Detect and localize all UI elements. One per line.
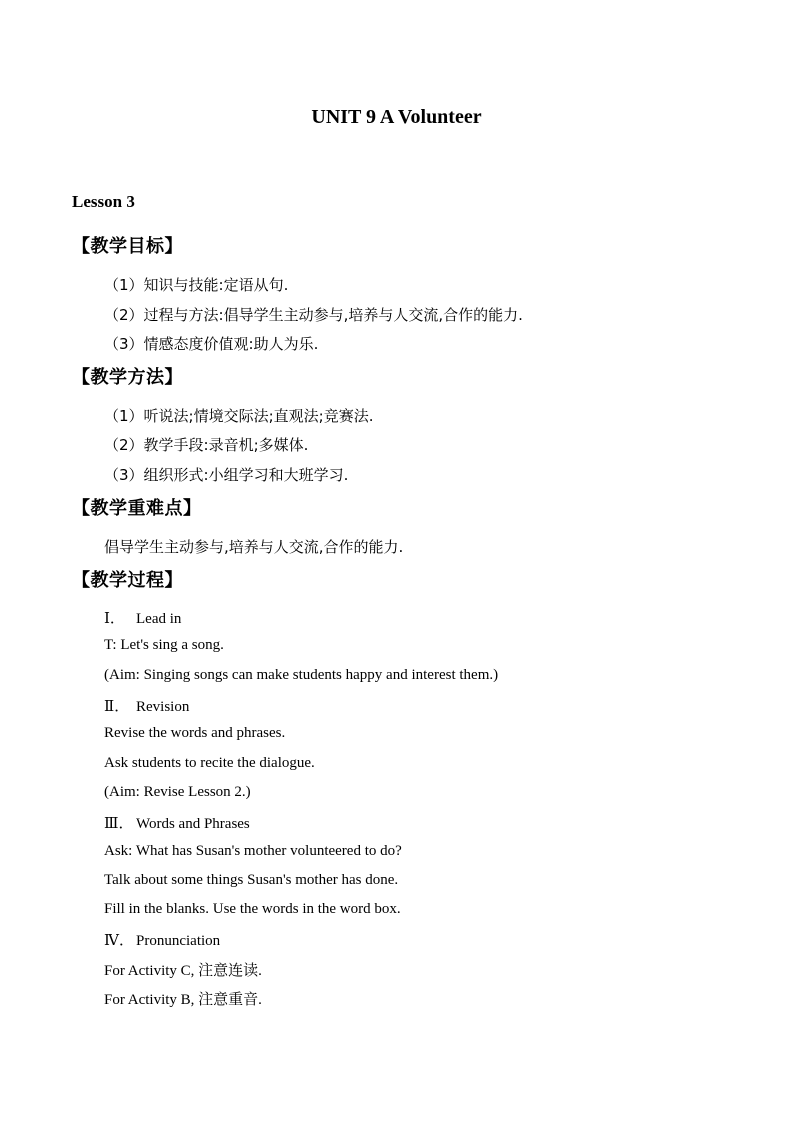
step-number: Ⅳ． — [104, 931, 134, 949]
process-line: For Activity C, 注意连读. — [104, 963, 262, 979]
objective-item: （1）知识与技能:定语从句. — [104, 276, 289, 294]
step-number: Ⅲ． — [104, 814, 134, 832]
section-heading-process: 【教学过程】 — [72, 570, 183, 591]
method-item: （3）组织形式:小组学习和大班学习. — [104, 466, 349, 484]
objective-item: （3）情感态度价值观:助人为乐. — [104, 335, 319, 353]
method-item: （2）教学手段:录音机;多媒体. — [104, 436, 309, 454]
process-step-heading — [104, 607, 181, 628]
process-line: (Aim: Revise Lesson 2.) — [104, 784, 251, 800]
step-title: Words and Phrases — [136, 816, 250, 832]
step-title: Pronunciation — [136, 933, 221, 949]
process-line: Fill in the blanks. Use the words in the word box. — [104, 901, 401, 917]
lesson-label: Lesson 3 — [72, 192, 135, 211]
process-step-heading — [104, 929, 220, 950]
key-points-text: 倡导学生主动参与,培养与人交流,合作的能力. — [104, 538, 404, 556]
process-line: Revise the words and phrases. — [104, 725, 286, 741]
method-item: （1）听说法;情境交际法;直观法;竞赛法. — [104, 407, 374, 425]
section-heading-objectives: 【教学目标】 — [72, 236, 183, 257]
process-line: Ask: What has Susan's mother volunteered to do? — [104, 843, 402, 859]
section-heading-key-points: 【教学重难点】 — [72, 498, 202, 519]
process-line: T: Let's sing a song. — [104, 637, 224, 653]
step-number: Ⅱ． — [104, 697, 130, 715]
objective-item: （2）过程与方法:倡导学生主动参与,培养与人交流,合作的能力. — [104, 306, 523, 324]
step-number: Ⅰ． — [104, 609, 125, 627]
section-heading-methods: 【教学方法】 — [72, 367, 183, 388]
process-line: (Aim: Singing songs can make students happy and interest them.) — [104, 667, 499, 683]
process-line: For Activity B, 注意重音. — [104, 992, 262, 1008]
step-title: Revision — [136, 699, 190, 715]
process-step-heading — [104, 695, 189, 716]
step-title: Lead in — [136, 611, 182, 627]
process-step-heading — [104, 812, 250, 833]
process-line: Talk about some things Susan's mother has done. — [104, 872, 399, 888]
document-title: UNIT 9 A Volunteer — [311, 106, 482, 128]
process-line: Ask students to recite the dialogue. — [104, 755, 315, 771]
